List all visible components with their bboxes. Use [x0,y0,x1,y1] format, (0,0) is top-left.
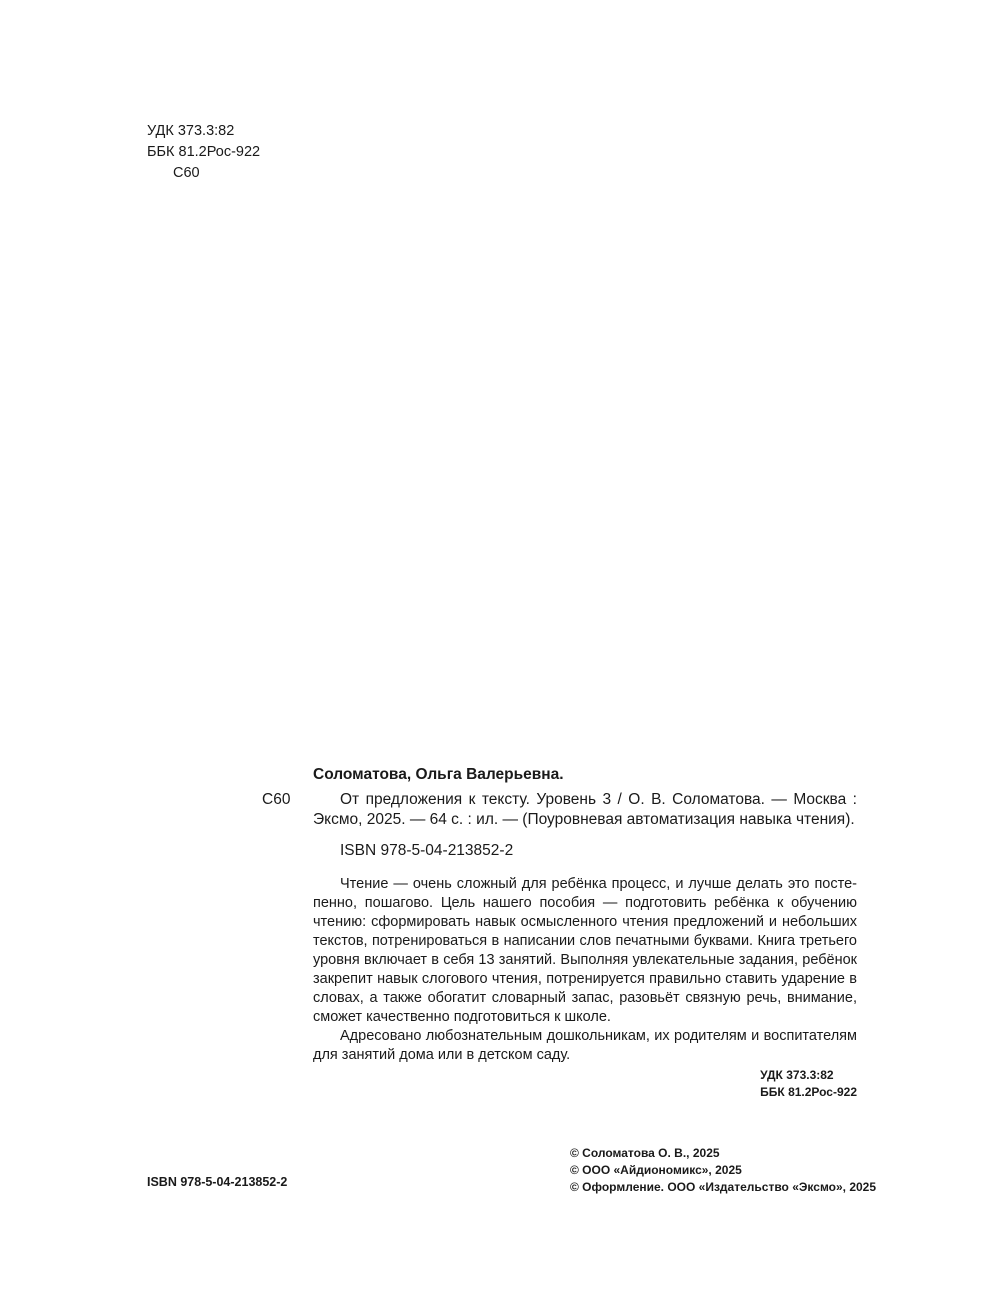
copyright-block [570,1145,876,1196]
top-udk-code: УДК 373.3:82 [147,123,235,139]
bottom-udk-code: УДК 373.3:82 [760,1068,834,1082]
bottom-bbk-code: ББК 81.2Рос-922 [760,1085,857,1099]
record-isbn: ISBN 978-5-04-213852-2 [340,842,514,859]
record-annotation [313,875,857,1065]
record-cutter-code: С60 [262,791,291,808]
top-classification-codes [147,121,260,184]
annotation-paragraph: Чтение — очень сложный для ребёнка процесс, и лучше делать это посте-пенно, пошагово. Цель нашего пособия — подготовить ребёнка к обучению чтению: сформировать навык осмысленного чтения предложений и небольших текстов, потренироваться в написании слов печатными буквами. Книга третьего уровня включает в себя 13 занятий. Выполняя увлекательные задания, ребёнок закрепит навык слогового чтения, потренируется правильно ставить ударение в словах, а также обогатит словарный запас, разовьёт связную речь, внимание, сможет качественно подготовиться к школе. [313,876,857,1025]
top-bbk-code: ББК 81.2Рос-922 [147,144,261,160]
annotation-paragraph: Адресовано любознательным дошкольникам, их родителям и воспитателям для занятий дома или в детском саду. [313,1028,857,1063]
copyright-line: © Соломатова О. В., 2025 [570,1146,720,1160]
record-author: Соломатова, Ольга Валерьевна. [313,766,564,783]
bottom-isbn: ISBN 978-5-04-213852-2 [147,1175,288,1189]
copyright-line: © Оформление. ООО «Издательство «Эксмо», 2025 [570,1180,877,1194]
top-cutter-code: С60 [173,165,200,181]
bottom-classification-codes [760,1067,857,1101]
copyright-line: © ООО «Айдиономикс», 2025 [570,1163,742,1177]
bibliographic-record [313,765,857,1065]
record-description: От предложения к тексту. Уровень 3 / О. В. Соломатова. — Москва : Эксмо, 2025. — 64 с. : ил. — (Поуровневая автоматизация навыка чтения). [313,791,857,828]
